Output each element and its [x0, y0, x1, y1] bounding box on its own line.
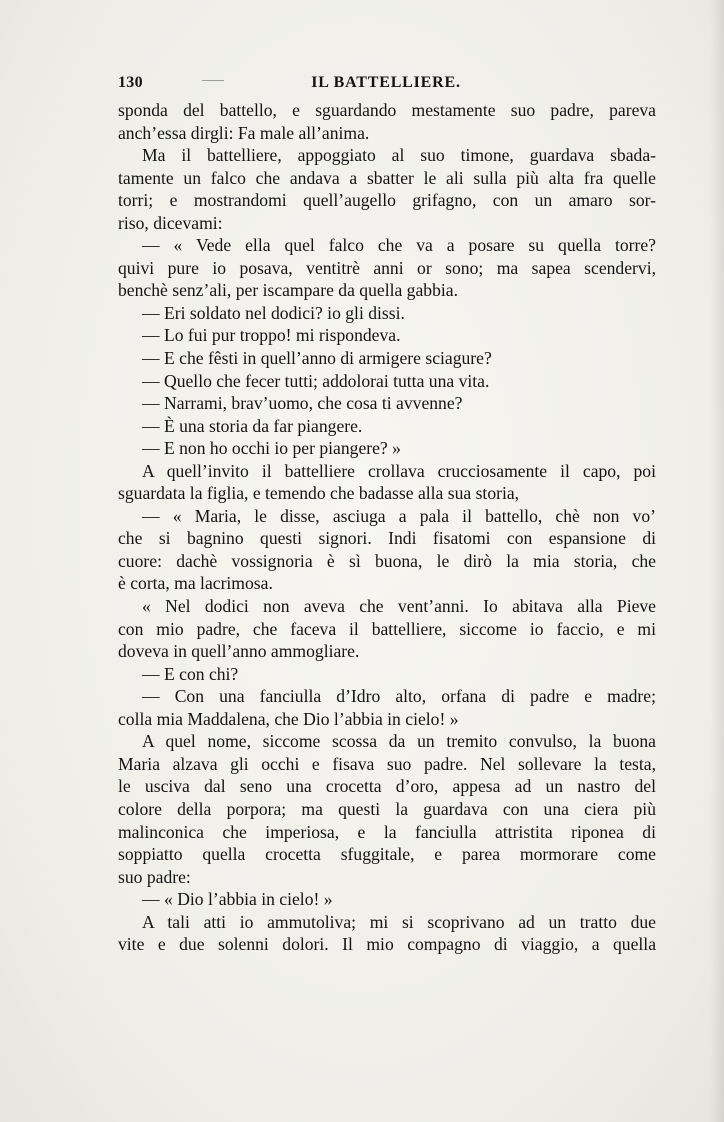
body-text: [118, 99, 656, 956]
page-edge-shadow: [710, 0, 724, 1122]
page-number: 130: [118, 74, 143, 91]
text-line: « Nel dodici non aveva che vent’anni. Io abitava alla Pieve: [142, 596, 656, 617]
text-line: le usciva dal seno una crocetta d’oro, appesa ad un nastro del: [118, 776, 656, 797]
text-line: suo padre:: [118, 866, 191, 887]
text-line: soppiatto quella crocetta sfuggitale, e parea mormorare come: [118, 844, 656, 865]
text-line: A quell’invito il battelliere crollava crucciosamente il capo, poi: [142, 460, 656, 481]
text-line: doveva in quell’anno ammogliare.: [118, 641, 360, 662]
text-line: anch’essa dirgli: Fa male all’anima.: [118, 122, 370, 143]
text-line: sguardata la figlia, e temendo che badasse alla sua storia,: [118, 483, 520, 504]
text-line: riso, dicevami:: [118, 212, 223, 233]
text-line: Ma il battelliere, appoggiato al suo timone, guardava sbada-: [142, 145, 656, 166]
text-line: — Con una fanciulla d’Idro alto, orfana di padre e madre;: [142, 686, 656, 707]
text-line: quivi pure io posava, ventitrè anni or sono; ma sapea scendervi,: [118, 257, 656, 278]
text-line: cuore: dachè vossignoria è sì buona, le dirò la mia storia, che: [118, 550, 656, 571]
text-line: sponda del battello, e sguardando mestamente suo padre, pareva: [118, 100, 656, 120]
text-line: colla mia Maddalena, che Dio l’abbia in cielo! »: [118, 708, 459, 729]
text-line: — Narrami, brav’uomo, che cosa ti avvenne?: [142, 393, 463, 414]
text-line: — « Maria, le disse, asciuga a pala il battello, chè non vo’: [142, 505, 656, 526]
text-line: benchè senz’ali, per iscampare da quella gabbia.: [118, 280, 458, 301]
text-line: torri; e mostrandomi quell’augello grifagno, con un amaro sor-: [118, 190, 656, 211]
running-title: IL BATTELLIERE.: [311, 74, 461, 91]
text-line: con mio padre, che faceva il battelliere, siccome io faccio, e mi: [118, 618, 656, 639]
text-line: malinconica che imperiosa, e la fanciulla attristita riponea di: [118, 821, 656, 842]
text-line: — È una storia da far piangere.: [142, 415, 363, 436]
text-line: Maria alzava gli occhi e fisava suo padre. Nel sollevare la testa,: [118, 753, 656, 774]
text-line: A tali atti io ammutoliva; mi si scoprivano ad un tratto due: [142, 911, 656, 932]
text-line: è corta, ma lacrimosa.: [118, 573, 273, 594]
text-line: — Eri soldato nel dodici? io gli dissi.: [142, 302, 405, 323]
text-line: tamente un falco che andava a sbatter le ali sulla più alta fra quelle: [118, 167, 656, 188]
text-line: A quel nome, siccome scossa da un tremito convulso, la buona: [142, 731, 656, 752]
text-line: — Lo fui pur troppo! mi rispondeva.: [142, 325, 401, 346]
text-line: — Quello che fecer tutti; addolorai tutta una vita.: [142, 370, 490, 391]
page-header: [118, 74, 654, 98]
text-line: colore della porpora; ma questi la guardava con una ciera più: [118, 798, 656, 819]
text-line: — « Vede ella quel falco che va a posare su quella torre?: [142, 235, 656, 256]
text-line: — E non ho occhi io per piangere? »: [142, 438, 401, 459]
text-line: — « Dio l’abbia in cielo! »: [142, 889, 333, 910]
text-line: vite e due solenni dolori. Il mio compagno di viaggio, a quella: [118, 934, 656, 955]
text-line: — E con chi?: [142, 663, 239, 684]
text-line: — E che fêsti in quell’anno di armigere sciagure?: [142, 348, 492, 369]
text-line: che si bagnino questi signori. Indi fisatomi con espansione di: [118, 528, 656, 549]
